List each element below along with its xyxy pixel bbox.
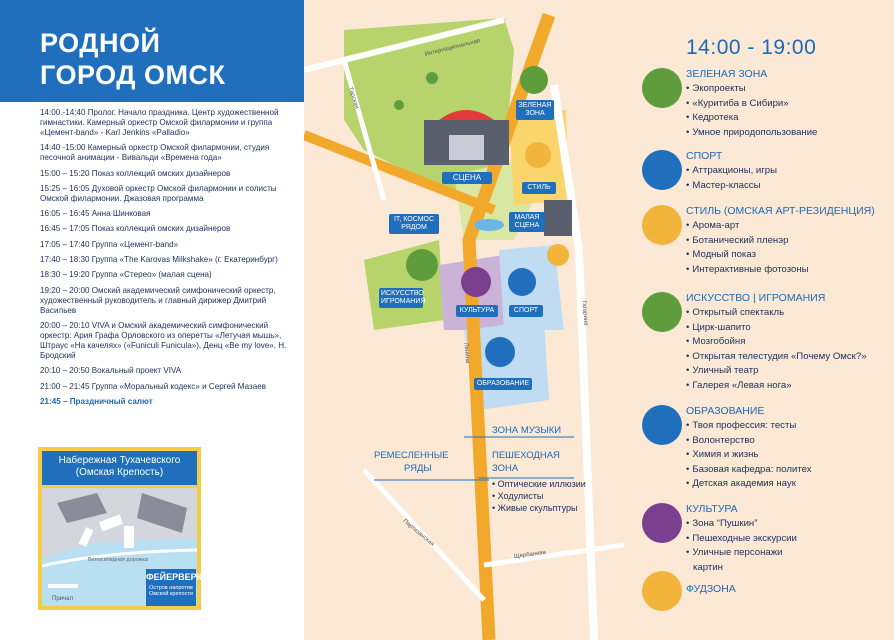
schedule-item: 15:25 – 16:05 Духовой оркестр Омской филармонии и солисты Омской филармонии. Джазовая программа [40,183,277,203]
legend-category-items [686,219,809,277]
legend-item: • Детская академия наук [686,477,812,492]
title-line-2: ГОРОД ОМСК [40,60,226,90]
schedule-item: 16:05 – 16:45 Анна Шинковая [40,209,151,219]
festival-map [304,0,624,640]
legend-category-name: КУЛЬТУРА [686,503,738,515]
legend-item: • Ботанический пленэр [686,234,809,249]
legend-category-name: ОБРАЗОВАНИЕ [686,405,765,417]
legend-category-items [686,164,777,193]
fireworks-label: ФЕЙЕРВЕРК [146,572,203,582]
graduation-cap-icon [642,405,682,445]
legend-category-name: СТИЛЬ (ОМСКАЯ АРТ-РЕЗИДЕНЦИЯ) [686,205,875,217]
legend-item: • Открытый спектакль [686,306,867,321]
legend-category-items [686,306,867,393]
fireworks-inset-map [38,447,201,610]
legend-item: • Умное природопользование [686,126,817,141]
small-stage-icon [544,200,572,236]
pedestrian-items [492,478,592,514]
street-label-tarskaya: Тарская [346,86,360,110]
pedestrian-item: • Ходулисты [492,491,544,501]
schedule-item: 19:20 – 20:00 Омский академический симфонический оркестр, художественный руководитель и главный дирижер Дмитрий Васильев [40,285,276,315]
street-label-shcherbaneva: Щербанева [513,549,547,561]
legend-item: • Базовая кафедра: политех [686,463,812,478]
tag-culture: КУЛЬТУРА [456,305,498,317]
zones-legend [624,0,894,640]
street-label-internatsionalnaya: Интернациональная [424,38,481,58]
tag-green-zone: ЗЕЛЕНАЯ ЗОНА [516,100,554,120]
legend-item: • Твоя профессия: тесты [686,419,812,434]
tag-art: ИСКУССТВО ИГРОМАНИЯ [379,288,423,308]
tag-it-space: IT, КОСМОС РЯДОМ [389,214,439,234]
schedule-item: 21:45 – Праздничный салют [40,396,153,406]
fireworks-sub-label: Остров напротив Омской крепости [149,585,193,597]
tag-education: ОБРАЗОВАНИЕ [474,378,532,390]
legend-category-items [686,82,817,140]
pier-label: Причал [52,596,73,602]
legend-item: • Уличный театр [686,364,867,379]
style-zone-marker-icon [525,142,551,168]
pedestrian-item-text: Оптические иллюзии [497,479,586,489]
street-shcherbaneva [484,545,624,565]
leaf-icon [642,68,682,108]
tag-stage: СЦЕНА [442,172,492,184]
green-zone-marker-icon [520,66,548,94]
dress-icon [642,205,682,245]
schedule-item: 14:00.-14:40 Пролог. Начало праздника. Центр художественной гимнастики. Камерный оркестр Омской филармонии и группа «Цемент-band» - Karl Jenkins «Palladio» [40,108,279,137]
crafts-label-2: РЯДЫ [404,463,432,474]
legend-item: • Аттракционы, игры [686,164,777,179]
culture-zone-marker-icon [461,267,491,297]
dumbbell-icon [642,150,682,190]
crafts-label-1: РЕМЕСЛЕННЫЕ [374,450,449,461]
title-block [0,0,304,102]
pedestrian-label-1: ПЕШЕХОДНАЯ [492,450,560,461]
legend-item: • Уличные персонажи [686,546,797,561]
bike-path-label: Велосипедная дорожка [88,557,149,563]
art-zone-marker-icon [406,249,438,281]
legend-item: • Арома-арт [686,219,809,234]
pedestrian-label-2: ЗОНА [492,463,519,474]
event-time: 14:00 - 19:00 [686,36,817,59]
legend-item: • Цирк-шапито [686,321,867,336]
schedule-item: 21:00 – 21:45 Группа «Моральный кодекс» и Сергей Мазаев [40,381,267,391]
legend-item: • Зона “Пушкин” [686,517,797,532]
pedestrian-item-text: Живые скульптуры [497,503,578,513]
legend-item: • Галерея «Левая нога» [686,379,867,394]
inset-header-line-1: Набережная Тухачевского [58,455,181,466]
tree-icon [426,72,438,84]
music-zone-label: ЗОНА МУЗЫКИ [492,425,562,436]
hotdog-icon [642,571,682,611]
pedestrian-item: • Живые скульптуры [492,503,578,513]
schedule-item: 20:00 – 20:10 VIVA и Омский академический симфонический оркестр: Ария Графа Орловского из оперетты «Летучая мышь», Штраус «На качелях» («Funiculi Funicula»), Денц «Be my love», Н. Бродский [40,320,287,360]
legend-item: • Интерактивные фотозоны [686,263,809,278]
schedule-item: 17:05 – 17:40 Группа «Цемент-band» [40,239,179,249]
tag-sport: СПОРТ [509,305,543,317]
legend-item: картин [693,561,723,573]
theatre-masks-icon [642,292,682,332]
schedule-item: 16:45 – 17:05 Показ коллекций омских дизайнеров [40,224,231,234]
schedule-list [40,108,298,412]
legend-category-name: СПОРТ [686,150,723,162]
inset-header [42,451,197,485]
fireworks-badge [146,569,203,606]
legend-category-items [686,517,797,575]
legend-item: • Волонтерство [686,434,812,449]
tag-style: СТИЛЬ [522,182,556,194]
legend-item: • Мозгобойня [686,335,867,350]
legend-category-name: ФУДЗОНА [686,583,736,595]
schedule-panel [0,0,304,640]
legend-category-items [686,419,812,492]
education-zone-marker-icon [485,337,515,367]
title-line-1: РОДНОЙ [40,28,161,58]
quill-icon [642,503,682,543]
tree-icon [394,100,404,110]
schedule-item: 20:10 – 20:50 Вокальный проект VIVA [40,366,182,376]
legend-item: • «Куритиба в Сибири» [686,97,817,112]
tag-small-stage: МАЛАЯ СЦЕНА [509,212,545,232]
fountain-icon [474,219,504,231]
legend-item: • Мастер-классы [686,179,777,194]
schedule-item: 18:30 – 19:20 Группа «Стерео» (малая сцена) [40,270,212,280]
food-zone-marker-icon [547,244,569,266]
legend-item: • Модный показ [686,248,809,263]
schedule-item: 15:00 – 15:20 Показ коллекций омских дизайнеров [40,168,231,178]
legend-item: • Кедротека [686,111,817,126]
legend-item: • Химия и жизнь [686,448,812,463]
street-label-lenina: Ленина [462,342,471,364]
sport-zone-marker-icon [508,268,536,296]
legend-category-name: ИСКУССТВО | ИГРОМАНИЯ [686,292,826,304]
pedestrian-item-text: Ходулисты [497,491,544,501]
schedule-item: 17:40 – 18:30 Группа «The Karovas Milkshake» (г. Екатеринбург) [40,255,278,265]
legend-item: • Пешеходные экскурсии [686,532,797,547]
inset-header-line-2: (Омская Крепость) [75,467,164,478]
legend-category-name: ЗЕЛЕНАЯ ЗОНА [686,68,768,80]
legend-item: • Экопроекты [686,82,817,97]
legend-item: • Открытая телестудия «Почему Омск?» [686,350,867,365]
street-label-gagarina: Гагарина [580,300,589,326]
street-label-partizanskaya: Партизанская [401,518,436,548]
schedule-item: 14:40 -15:00 Камерный оркестр Омской филармонии, студия песочной анимации - Вивальди «Времена года» [40,143,270,163]
pedestrian-item: • Оптические иллюзии [492,479,586,489]
